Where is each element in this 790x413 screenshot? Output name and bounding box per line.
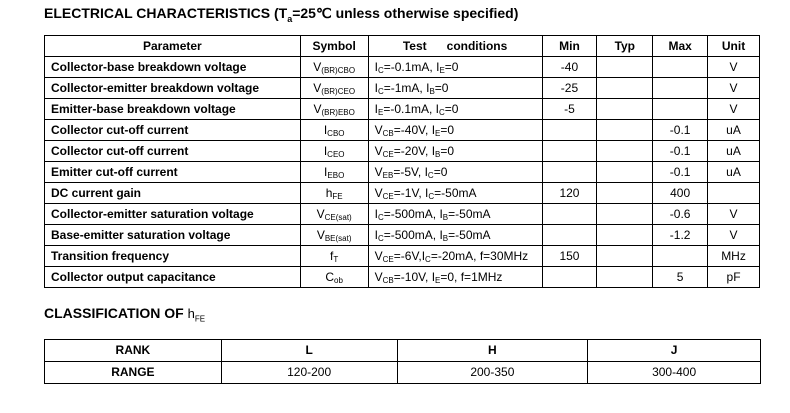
min-cell [542,267,597,288]
test-conditions-cell [368,120,542,141]
symbol-main: V [313,102,322,116]
symbol-main: V [316,228,325,242]
condition-main: I [431,144,436,158]
condition-sub: C [428,192,435,201]
condition-sub: E [435,276,441,285]
condition-main: I [424,165,428,179]
range-cell: 300-400 [588,362,761,384]
rank-label: RANK [45,340,222,362]
parameter-cell: Collector cut-off current [45,120,301,141]
title-main: ELECTRICAL CHARACTERISTICS (T [44,5,288,21]
test-conditions-cell [368,99,542,120]
symbol-subscript: ob [334,276,343,285]
condition-sub: C [377,87,384,96]
symbol-main: V [313,81,322,95]
typ-cell [597,162,653,183]
condition-main: I [439,228,443,242]
symbol-main: I [324,165,328,179]
symbol-main: I [323,144,328,158]
symbol-main: V [316,207,325,221]
condition-main: I [421,249,426,263]
min-cell: 150 [542,246,597,267]
classification-title [44,305,205,324]
range-cell: 120-200 [221,362,397,384]
condition-rest: =-500mA, [383,228,440,242]
condition-sub: E [377,108,384,117]
symbol-subscript: CE(sat) [324,213,352,222]
condition-sub: CE [382,192,394,201]
condition-sub: B [442,213,449,222]
max-cell: -1.2 [653,225,708,246]
header-max: Max [653,36,708,57]
condition-main: I [374,207,378,221]
condition-sub: CB [382,276,394,285]
symbol-cell [300,99,368,120]
condition-sub: C [377,66,384,75]
condition-rest: =0 [440,123,455,137]
parameter-cell: DC current gain [45,183,301,204]
test-conditions-cell [368,78,542,99]
condition-rest: =-20mA, f=30MHz [430,249,529,263]
condition-main: I [435,102,440,116]
condition-rest: =0 [440,144,455,158]
table-row [45,78,760,99]
condition-sub: CE [382,255,394,264]
test-conditions-cell [368,57,542,78]
typ-cell [597,183,653,204]
rank-cell: J [588,340,761,362]
hfe-subscript: FE [194,314,206,324]
symbol-subscript: EBO [327,171,345,180]
parameter-cell: Base-emitter saturation voltage [45,225,301,246]
range-cell: 200-350 [397,362,588,384]
header-typ: Typ [597,36,653,57]
condition-main: V [374,144,383,158]
test-conditions-cell [368,225,542,246]
title-rest: =25℃ unless otherwise specified) [292,5,519,21]
symbol-main: V [313,60,322,74]
condition-sub: CE [382,150,394,159]
typ-cell [597,57,653,78]
symbol-subscript: (BR)CEO [321,87,356,96]
test-conditions-cell [368,183,542,204]
min-cell [542,225,597,246]
condition-rest: =0 [444,102,459,116]
table-row [45,183,760,204]
header-test-conditions: Test conditions [368,36,542,57]
symbol-cell [300,141,368,162]
max-cell [653,99,708,120]
condition-rest: =-6V, [393,249,422,263]
test-conditions-cell [368,267,542,288]
table-row [45,246,760,267]
condition-main: V [374,123,383,137]
condition-rest: =-0.1mA, [383,102,436,116]
hfe-symbol: h [187,306,195,321]
electrical-characteristics-table [44,35,760,288]
min-cell [542,120,597,141]
range-row [45,362,761,384]
min-cell: 120 [542,183,597,204]
symbol-subscript: (BR)EBO [321,108,355,117]
classification-title-text: CLASSIFICATION OF [44,305,188,321]
max-cell [653,78,708,99]
symbol-main: f [330,249,334,263]
condition-rest: =-1mA, [383,81,427,95]
symbol-main: C [325,270,335,284]
condition-rest: =0 [434,81,449,95]
condition-rest: =-50mA [448,207,491,221]
electrical-characteristics-title [44,5,518,24]
symbol-subscript: BE(sat) [324,234,352,243]
condition-sub: B [435,150,441,159]
condition-main: I [436,60,440,74]
rank-cell: L [221,340,397,362]
condition-rest: =0 [433,165,448,179]
condition-main: I [374,228,378,242]
symbol-subscript: T [333,255,339,264]
typ-cell [597,99,653,120]
symbol-main: h [325,186,333,200]
condition-sub: C [427,171,434,180]
unit-cell: uA [708,120,760,141]
min-cell: -5 [542,99,597,120]
condition-main: V [374,270,383,284]
classification-hfe [187,306,206,324]
typ-cell [597,267,653,288]
symbol-subscript: CBO [327,129,345,138]
table-row [45,267,760,288]
condition-main: I [426,81,430,95]
typ-cell [597,246,653,267]
header-min: Min [542,36,597,57]
test-conditions-cell [368,246,542,267]
min-cell: -25 [542,78,597,99]
parameter-cell: Collector-emitter breakdown voltage [45,78,301,99]
condition-sub: B [429,87,435,96]
parameter-cell: Emitter cut-off current [45,162,301,183]
title-subscript: a [287,13,293,24]
max-cell: -0.1 [653,162,708,183]
unit-cell: V [708,225,760,246]
table-row [45,141,760,162]
condition-rest: =-10V, [393,270,432,284]
symbol-cell [300,57,368,78]
typ-cell [597,78,653,99]
condition-sub: C [377,234,384,243]
unit-cell: V [708,78,760,99]
min-cell [542,162,597,183]
header-parameter: Parameter [45,36,301,57]
range-label: RANGE [45,362,222,384]
header-unit: Unit [708,36,760,57]
condition-main: I [374,102,378,116]
parameter-cell: Collector output capacitance [45,267,301,288]
typ-cell [597,204,653,225]
typ-cell [597,225,653,246]
unit-cell: V [708,99,760,120]
typ-cell [597,141,653,162]
parameter-cell: Collector-emitter saturation voltage [45,204,301,225]
condition-main: I [374,60,378,74]
condition-rest: =-1V, [393,186,426,200]
symbol-cell [300,120,368,141]
max-cell: -0.1 [653,141,708,162]
table-row [45,99,760,120]
condition-sub: C [425,255,431,264]
condition-rest: =-50mA [448,228,491,242]
unit-cell: V [708,204,760,225]
table-row [45,225,760,246]
condition-main: I [439,207,443,221]
symbol-cell [300,225,368,246]
symbol-cell [300,78,368,99]
condition-rest: =-20V, [393,144,432,158]
symbol-subscript: FE [332,192,343,201]
condition-sub: C [377,213,384,222]
max-cell: -0.6 [653,204,708,225]
test-conditions-cell [368,141,542,162]
max-cell: -0.1 [653,120,708,141]
condition-main: V [374,165,383,179]
unit-cell: uA [708,141,760,162]
symbol-main: I [323,123,328,137]
table-row [45,57,760,78]
condition-rest: =-50mA [434,186,477,200]
condition-sub: EB [382,171,394,180]
symbol-cell [300,267,368,288]
unit-cell: MHz [708,246,760,267]
condition-rest: =0 [444,60,459,74]
rank-cell: H [397,340,588,362]
unit-cell [708,183,760,204]
condition-main: I [425,186,429,200]
symbol-cell [300,162,368,183]
unit-cell: pF [708,267,760,288]
min-cell [542,141,597,162]
condition-sub: E [435,129,441,138]
condition-sub: E [439,66,445,75]
electrical-table-body [45,57,760,288]
condition-rest: =-5V, [393,165,425,179]
max-cell: 400 [653,183,708,204]
max-cell [653,246,708,267]
condition-rest: =-0.1mA, [383,60,437,74]
condition-sub: CB [382,129,394,138]
max-cell [653,57,708,78]
table-row [45,162,760,183]
condition-main: V [374,249,383,263]
condition-main: I [431,123,436,137]
max-cell: 5 [653,267,708,288]
symbol-subscript: CEO [327,150,345,159]
typ-cell [597,120,653,141]
parameter-cell: Transition frequency [45,246,301,267]
parameter-cell: Collector-base breakdown voltage [45,57,301,78]
table-header-row [45,36,760,57]
condition-sub: B [442,234,449,243]
condition-main: V [374,186,383,200]
table-row [45,204,760,225]
symbol-cell [300,204,368,225]
condition-sub: C [439,108,445,117]
parameter-cell: Collector cut-off current [45,141,301,162]
condition-rest: =0, f=1MHz [440,270,503,284]
test-conditions-cell [368,204,542,225]
condition-rest: =-500mA, [383,207,440,221]
min-cell: -40 [542,57,597,78]
test-conditions-cell [368,162,542,183]
rank-row [45,340,761,362]
unit-cell: V [708,57,760,78]
min-cell [542,204,597,225]
symbol-subscript: (BR)CBO [321,66,356,75]
table-row [45,120,760,141]
header-symbol: Symbol [300,36,368,57]
unit-cell: uA [708,162,760,183]
condition-rest: =-40V, [393,123,432,137]
classification-table [44,339,761,384]
condition-main: I [431,270,436,284]
parameter-cell: Emitter-base breakdown voltage [45,99,301,120]
symbol-cell [300,183,368,204]
condition-main: I [374,81,378,95]
symbol-cell [300,246,368,267]
